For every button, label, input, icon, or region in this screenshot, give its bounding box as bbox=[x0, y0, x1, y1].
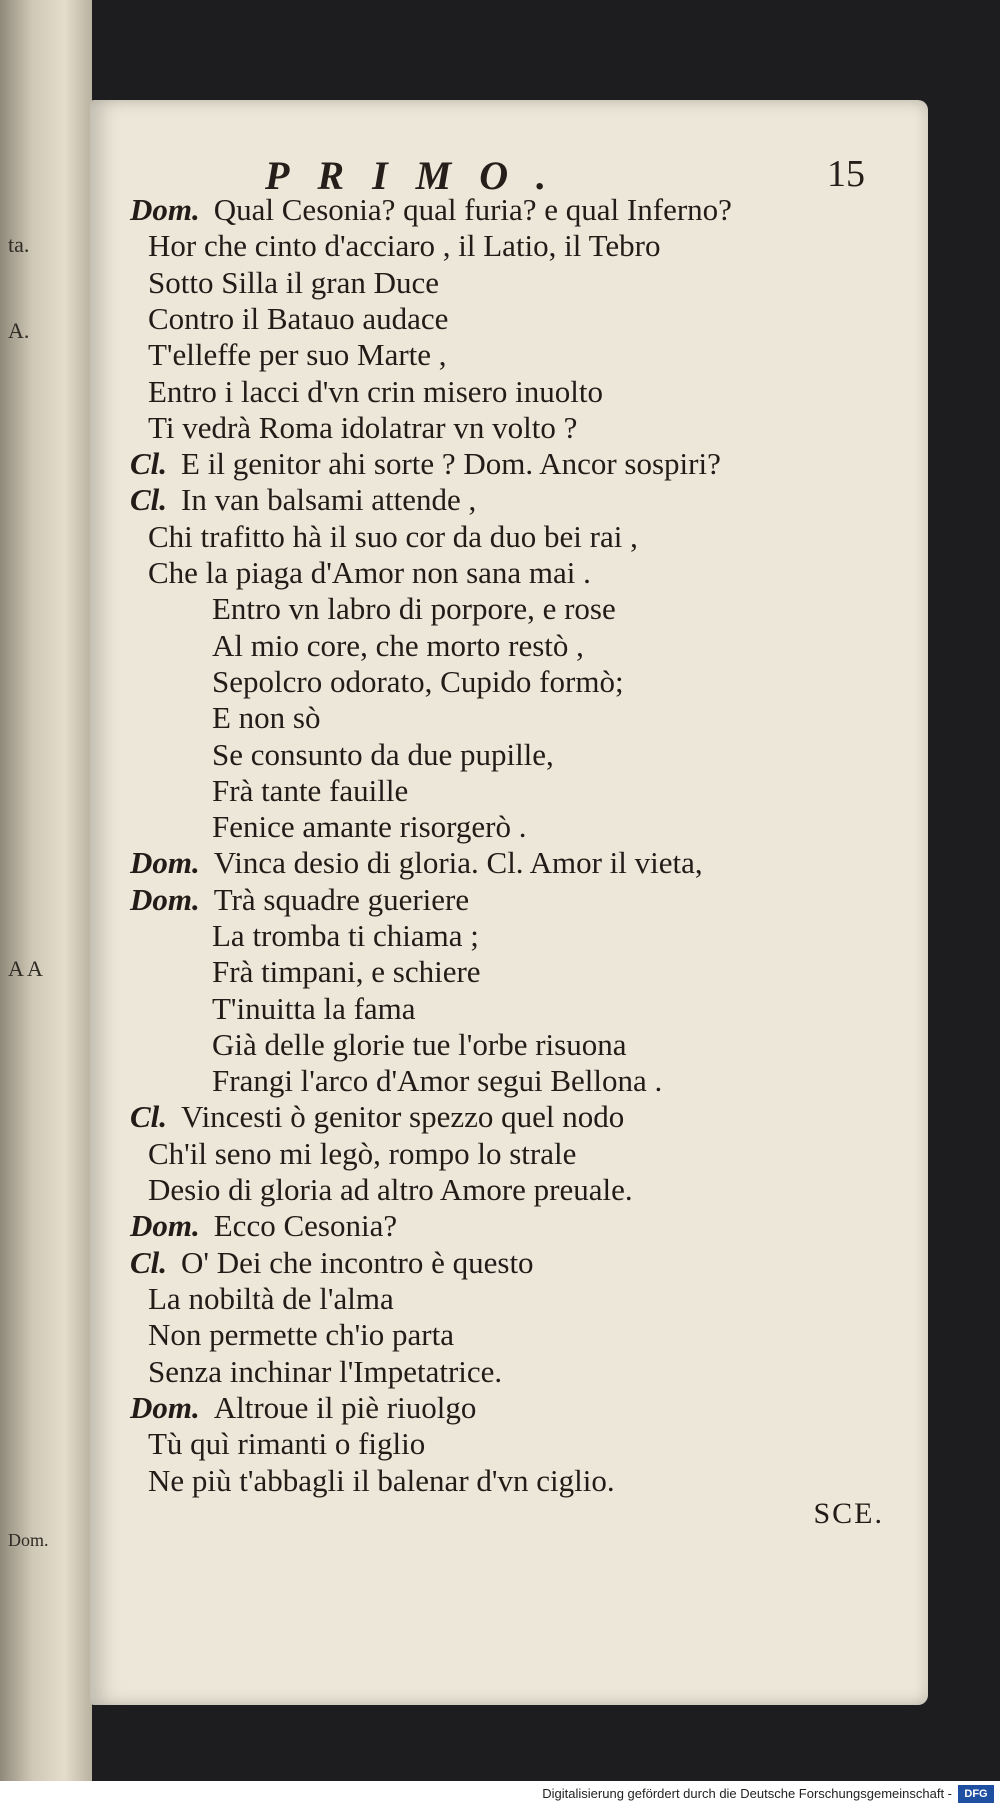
verse-line bbox=[130, 192, 732, 228]
verse-line bbox=[212, 664, 624, 700]
margin-fragment: A. bbox=[8, 318, 30, 343]
page-number: 15 bbox=[827, 153, 865, 195]
verse-text-span: Se consunto da due pupille, bbox=[212, 737, 554, 772]
verse-text-span: In van balsami attende , bbox=[181, 482, 477, 517]
verse-line bbox=[130, 1390, 476, 1426]
verse-line bbox=[212, 700, 321, 736]
speaker-label: Cl. bbox=[130, 482, 168, 517]
verse-text-span: Frà timpani, e schiere bbox=[212, 954, 481, 989]
verse-line bbox=[212, 809, 526, 845]
verse-text-span: Non permette ch'io parta bbox=[148, 1317, 454, 1352]
speaker-label: Dom. bbox=[130, 882, 200, 917]
verse-text-span: Fenice amante risorgerò . bbox=[212, 809, 527, 844]
verse-text-span: Ti vedrà Roma idolatrar vn volto ? bbox=[148, 410, 578, 445]
verse-text-span: La tromba ti chiama ; bbox=[212, 918, 479, 953]
verse-line bbox=[212, 1063, 662, 1099]
verse-line bbox=[212, 1027, 626, 1063]
verse-line bbox=[148, 1463, 615, 1499]
verse-text-span: Ne più t'abbagli il balenar d'vn ciglio. bbox=[148, 1463, 615, 1498]
verse-text-span: O' Dei che incontro è questo bbox=[181, 1245, 534, 1280]
verse-line bbox=[148, 374, 603, 410]
margin-fragment: Dom. bbox=[8, 1530, 49, 1550]
verse-line bbox=[212, 991, 416, 1027]
verse-text-span: Tù quì rimanti o figlio bbox=[148, 1426, 426, 1461]
speaker-label: Dom. bbox=[130, 1390, 200, 1425]
verse-line bbox=[212, 954, 481, 990]
catchword: SCE. bbox=[813, 1497, 884, 1530]
verse-line bbox=[148, 228, 660, 264]
verse-text-span: Già delle glorie tue l'orbe risuona bbox=[212, 1027, 627, 1062]
verse-line bbox=[148, 555, 591, 591]
verse-text-span: Ecco Cesonia? bbox=[213, 1208, 398, 1243]
verse-line bbox=[148, 519, 638, 555]
funding-notice: Digitalisierung gefördert durch die Deutsche Forschungsgemeinschaft - bbox=[542, 1786, 952, 1801]
verse-line bbox=[148, 1354, 502, 1390]
margin-fragment: ta. bbox=[8, 232, 30, 257]
verse-text-span: Senza inchinar l'Impetatrice. bbox=[148, 1354, 503, 1389]
verse-text-span: T'inuitta la fama bbox=[212, 991, 416, 1026]
verse-text-span: Sepolcro odorato, Cupido formò; bbox=[212, 664, 624, 699]
verse-line bbox=[130, 1208, 397, 1244]
verse-line bbox=[148, 1136, 576, 1172]
margin-fragment: A A bbox=[8, 956, 43, 981]
verse-text-span: Contro il Batauo audace bbox=[148, 301, 449, 336]
verse-line bbox=[130, 845, 703, 881]
verse-line bbox=[212, 773, 408, 809]
verse-line bbox=[212, 591, 616, 627]
digitization-footer bbox=[0, 1781, 1000, 1807]
verse-text-span: Desio di gloria ad altro Amore preuale. bbox=[148, 1172, 633, 1207]
speaker-label: Dom. bbox=[130, 1208, 200, 1243]
verse-line bbox=[130, 446, 721, 482]
verse-line bbox=[130, 1245, 534, 1281]
verse-text-span: T'elleffe per suo Marte , bbox=[148, 337, 447, 372]
verse-line bbox=[148, 1172, 633, 1208]
verse-line bbox=[148, 265, 439, 301]
verse-text-span: Altroue il piè riuolgo bbox=[213, 1390, 477, 1425]
dfg-logo: DFG bbox=[958, 1785, 994, 1803]
verse-text-span: Hor che cinto d'acciaro , il Latio, il Tebro bbox=[148, 228, 661, 263]
verse-text-span: E non sò bbox=[212, 700, 321, 735]
speaker-label: Cl. bbox=[130, 1245, 168, 1280]
verse-text-span: Entro vn labro di porpore, e rose bbox=[212, 591, 616, 626]
speaker-label: Dom. bbox=[130, 192, 200, 227]
verse-text-span: Ch'il seno mi legò, rompo lo strale bbox=[148, 1136, 577, 1171]
verse-text-span: Vincesti ò genitor spezzo quel nodo bbox=[181, 1099, 625, 1134]
verse-text-span: Entro i lacci d'vn crin misero inuolto bbox=[148, 374, 603, 409]
verse-text-span: Vinca desio di gloria. Cl. Amor il vieta, bbox=[213, 845, 703, 880]
verse-text-span: Trà squadre gueriere bbox=[213, 882, 470, 917]
verse-line bbox=[130, 482, 476, 518]
verse-text-span: E il genitor ahi sorte ? Dom. Ancor sospiri? bbox=[181, 446, 721, 481]
running-head: PRIMO. bbox=[265, 153, 575, 198]
verse-text-span: Sotto Silla il gran Duce bbox=[148, 265, 440, 300]
verse-line bbox=[148, 1281, 394, 1317]
verse-text-span: Frangi l'arco d'Amor segui Bellona . bbox=[212, 1063, 663, 1098]
verse-line bbox=[148, 410, 577, 446]
book-spine-edge bbox=[0, 0, 92, 1807]
verse-line bbox=[212, 737, 554, 773]
verse-text-span: Chi trafitto hà il suo cor da duo bei rai , bbox=[148, 519, 638, 554]
verse-line bbox=[130, 1099, 624, 1135]
verse-text-span: Al mio core, che morto restò , bbox=[212, 628, 584, 663]
verse-line bbox=[148, 1317, 454, 1353]
verse-line bbox=[148, 1426, 425, 1462]
verse-text-span: Che la piaga d'Amor non sana mai . bbox=[148, 555, 591, 590]
verse-text-span: Frà tante fauille bbox=[212, 773, 409, 808]
speaker-label: Cl. bbox=[130, 1099, 168, 1134]
verse-line bbox=[148, 301, 448, 337]
book-page bbox=[90, 100, 928, 1705]
verse-text-span: La nobiltà de l'alma bbox=[148, 1281, 394, 1316]
verse-line bbox=[130, 882, 469, 918]
speaker-label: Cl. bbox=[130, 446, 168, 481]
speaker-label: Dom. bbox=[130, 845, 200, 880]
verse-line bbox=[212, 628, 584, 664]
verse-line bbox=[212, 918, 479, 954]
verse-line bbox=[148, 337, 447, 373]
verse-text-span: Qual Cesonia? qual furia? e qual Inferno? bbox=[213, 192, 732, 227]
